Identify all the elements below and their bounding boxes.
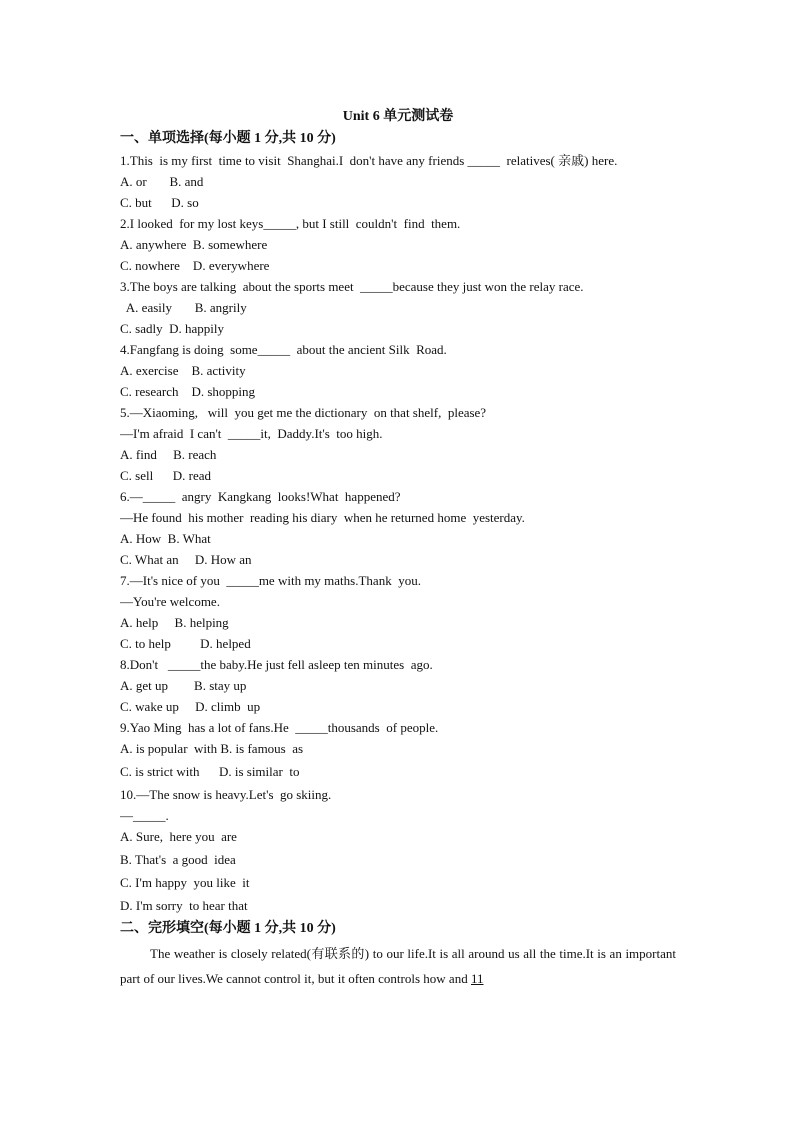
cloze-paragraph <box>120 941 676 991</box>
question-1-options-ab: A. or B. and <box>120 174 204 189</box>
question-9-options-ab: A. is popular with B. is famous as <box>120 741 304 756</box>
question-5-reply: —I'm afraid I can't _____it, Daddy.It's too high. <box>120 426 383 441</box>
question-2: 2.I looked for my lost keys_____, but I still couldn't find them. <box>120 216 461 231</box>
question-8-options-ab: A. get up B. stay up <box>120 678 247 693</box>
question-8: 8.Don't _____the baby.He just fell asleep ten minutes ago. <box>120 657 433 672</box>
question-7: 7.—It's nice of you _____me with my maths.Thank you. <box>120 573 421 588</box>
question-5-options-cd: C. sell D. read <box>120 468 211 483</box>
question-10-reply: —_____. <box>120 808 169 823</box>
question-10-option-c: C. I'm happy you like it <box>120 875 250 890</box>
question-1: 1.This is my first time to visit Shanghai.I don't have any friends _____ relatives( 亲戚) here. <box>120 153 618 168</box>
question-6-options-ab: A. How B. What <box>120 531 211 546</box>
question-7-options-cd: C. to help D. helped <box>120 636 251 651</box>
question-2-options-ab: A. anywhere B. somewhere <box>120 237 268 252</box>
question-4: 4.Fangfang is doing some_____ about the ancient Silk Road. <box>120 342 447 357</box>
question-6: 6.—_____ angry Kangkang looks!What happened? <box>120 489 401 504</box>
question-3: 3.The boys are talking about the sports meet _____because they just won the relay race. <box>120 279 584 294</box>
question-8-options-cd: C. wake up D. climb up <box>120 699 261 714</box>
question-5: 5.—Xiaoming, will you get me the dictionary on that shelf, please? <box>120 405 487 420</box>
question-9-options-cd: C. is strict with D. is similar to <box>120 764 300 779</box>
question-3-options-cd: C. sadly D. happily <box>120 321 224 336</box>
question-6-reply: —He found his mother reading his diary when he returned home yesterday. <box>120 510 525 525</box>
question-10-option-b: B. That's a good idea <box>120 852 236 867</box>
section-heading-1: 一、单项选择(每小题 1 分,共 10 分) <box>120 131 336 146</box>
cloze-blank-number: 11 <box>470 971 484 986</box>
question-10-option-d: D. I'm sorry to hear that <box>120 898 248 913</box>
cloze-paragraph-text: The weather is closely related(有联系的) to our life.It is all around us all the time.It is an important part of our lives.We cannot control it, but it often controls how and <box>120 946 676 986</box>
question-10-option-a: A. Sure, here you are <box>120 829 237 844</box>
question-4-options-cd: C. research D. shopping <box>120 384 256 399</box>
question-6-options-cd: C. What an D. How an <box>120 552 252 567</box>
question-4-options-ab: A. exercise B. activity <box>120 363 246 378</box>
question-2-options-cd: C. nowhere D. everywhere <box>120 258 270 273</box>
question-3-options-ab: A. easily B. angrily <box>120 300 247 315</box>
question-7-reply: —You're welcome. <box>120 594 220 609</box>
question-10: 10.—The snow is heavy.Let's go skiing. <box>120 787 332 802</box>
section-heading-2: 二、完形填空(每小题 1 分,共 10 分) <box>120 921 336 936</box>
document-page <box>120 106 676 991</box>
question-9: 9.Yao Ming has a lot of fans.He _____thousands of people. <box>120 720 439 735</box>
question-1-options-cd: C. but D. so <box>120 195 199 210</box>
page-title: Unit 6 单元测试卷 <box>342 109 454 124</box>
question-5-options-ab: A. find B. reach <box>120 447 217 462</box>
question-7-options-ab: A. help B. helping <box>120 615 229 630</box>
